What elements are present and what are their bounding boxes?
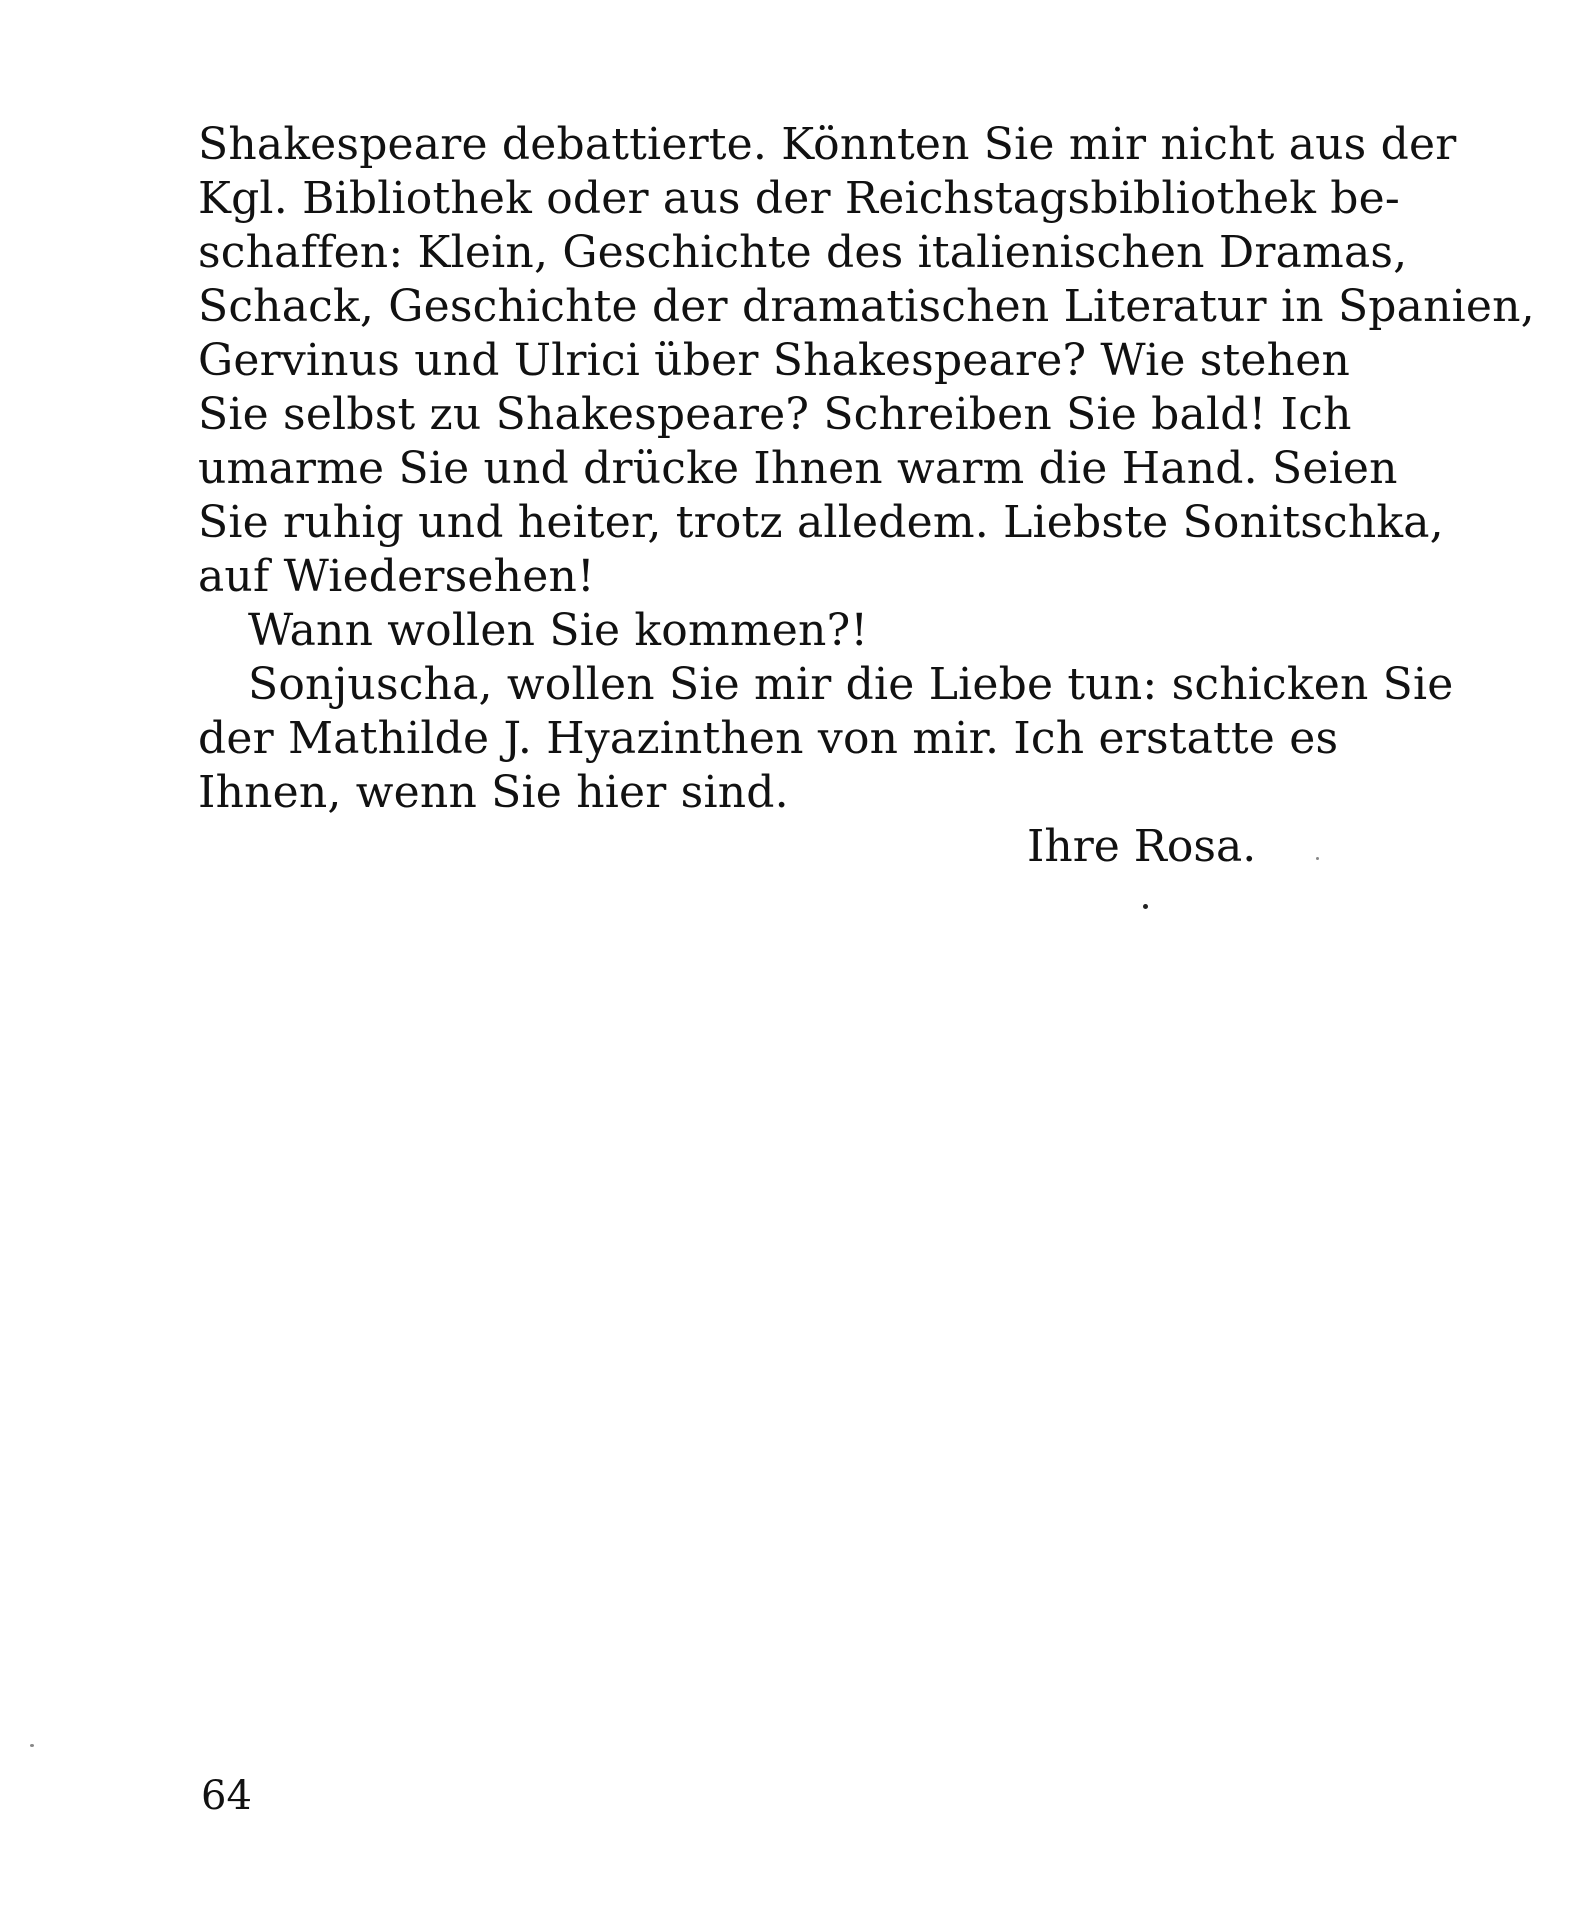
text-line: Sonjuscha, wollen Sie mir die Liebe tun: schicken Sie <box>248 659 1454 710</box>
letter-text <box>198 118 1535 820</box>
text-line: Wann wollen Sie kommen?! <box>248 605 869 656</box>
page-number: 64 <box>201 1773 252 1819</box>
text-line: schaffen: Klein, Geschichte des italienischen Dramas, <box>198 227 1408 278</box>
text-line: Shakespeare debattierte. Könnten Sie mir nicht aus der <box>198 119 1457 170</box>
text-line: Kgl. Bibliothek oder aus der Reichstagsbibliothek be- <box>198 173 1400 224</box>
scan-speck <box>1143 904 1148 909</box>
scan-speck <box>30 1744 34 1747</box>
text-line: Schack, Geschichte der dramatischen Literatur in Spanien, <box>198 281 1535 332</box>
text-line: auf Wiedersehen! <box>198 551 595 602</box>
text-line: der Mathilde J. Hyazinthen von mir. Ich erstatte es <box>198 713 1339 764</box>
text-line: Gervinus und Ulrici über Shakespeare? Wie stehen <box>198 335 1350 386</box>
signature: Ihre Rosa. <box>1027 821 1257 872</box>
text-line: Sie selbst zu Shakespeare? Schreiben Sie bald! Ich <box>198 389 1352 440</box>
text-line: Ihnen, wenn Sie hier sind. <box>198 767 789 818</box>
scan-speck <box>1316 857 1319 860</box>
text-line: umarme Sie und drücke Ihnen warm die Hand. Seien <box>198 443 1398 494</box>
text-line: Sie ruhig und heiter, trotz alledem. Liebste Sonitschka, <box>198 497 1444 548</box>
